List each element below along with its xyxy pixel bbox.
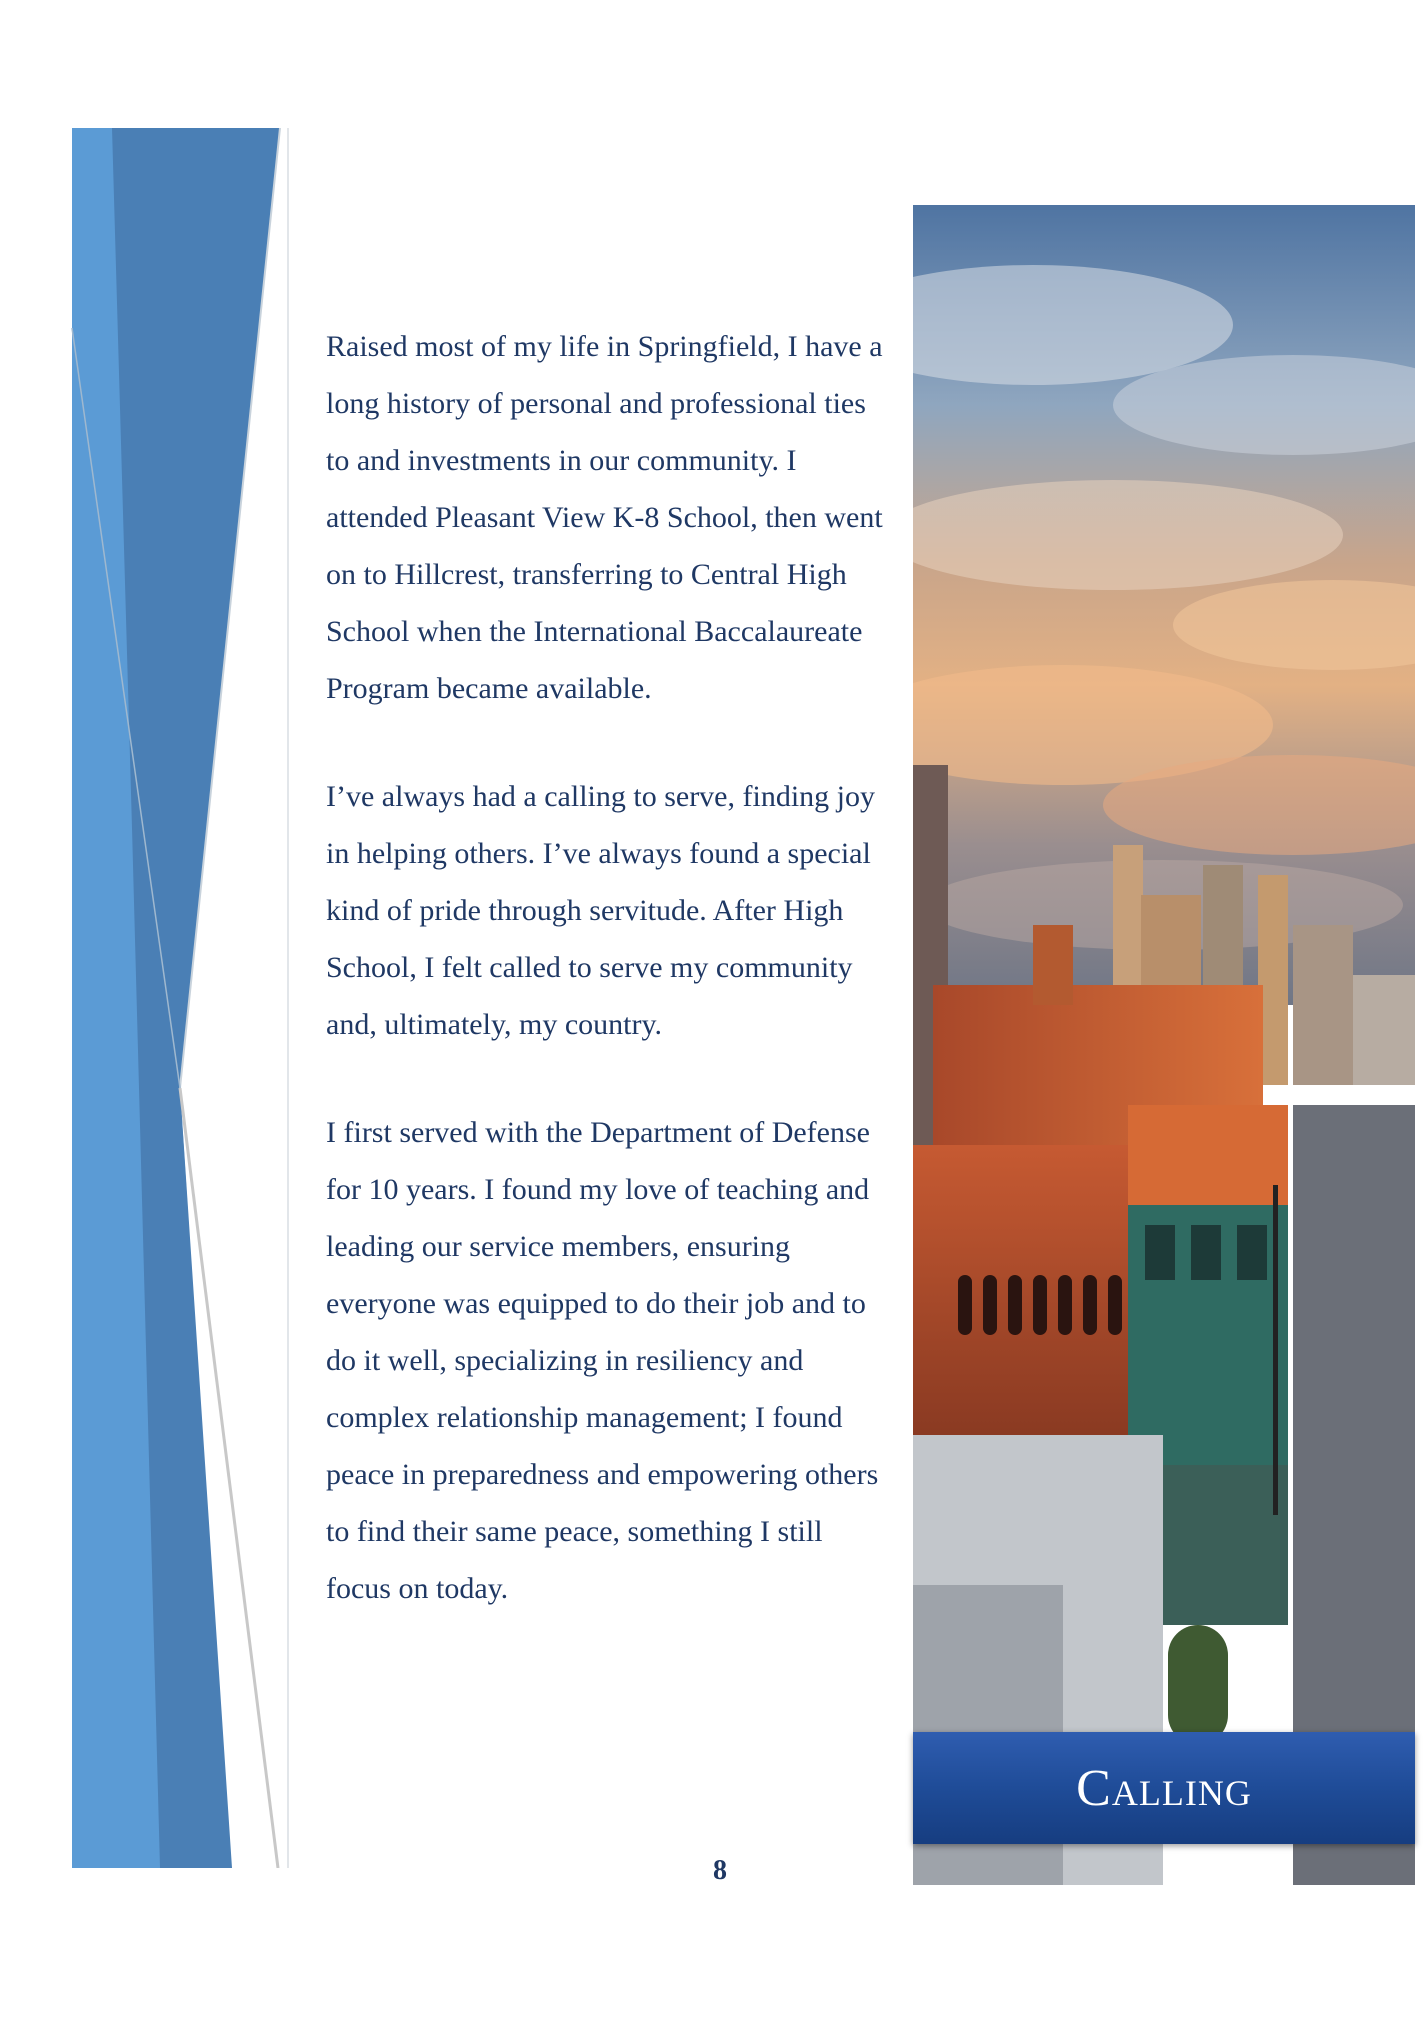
banner-title: Calling	[1076, 1759, 1252, 1817]
paragraph: I first served with the Department of Defense for 10 years. I found my love of teaching and leading our service members, ensuring everyone was equipped to do their job and to do it well, specializing in resiliency and complex relationship management; I found peace in preparedness and empowering others to find their same peace, something I still focus on today.	[326, 1116, 879, 1605]
cityscape-photo	[913, 205, 1415, 1885]
calling-banner	[913, 1732, 1415, 1844]
page-number: 8	[713, 1855, 727, 1886]
paragraph: I’ve always had a calling to serve, finding joy in helping others. I’ve always found a special kind of pride through servitude. After High School, I felt called to serve my community and, ultimately, my country.	[326, 780, 875, 1041]
storefront	[1163, 1465, 1288, 1625]
paragraph: Raised most of my life in Springfield, I have a long history of personal and professional ties to and investments in our community. I attended Pleasant View K-8 School, then went on to Hillcrest, transferring to Central High School when the International Baccalaureate Program became available.	[326, 330, 883, 705]
tree	[1168, 1625, 1228, 1745]
building	[1353, 975, 1415, 1085]
lamp-post	[1273, 1185, 1278, 1515]
sidebar-decoration	[60, 128, 300, 1868]
window-row	[1145, 1225, 1267, 1280]
body-text	[326, 318, 886, 1668]
building	[1033, 925, 1073, 1005]
building	[1293, 925, 1353, 1085]
building	[1128, 1105, 1288, 1205]
